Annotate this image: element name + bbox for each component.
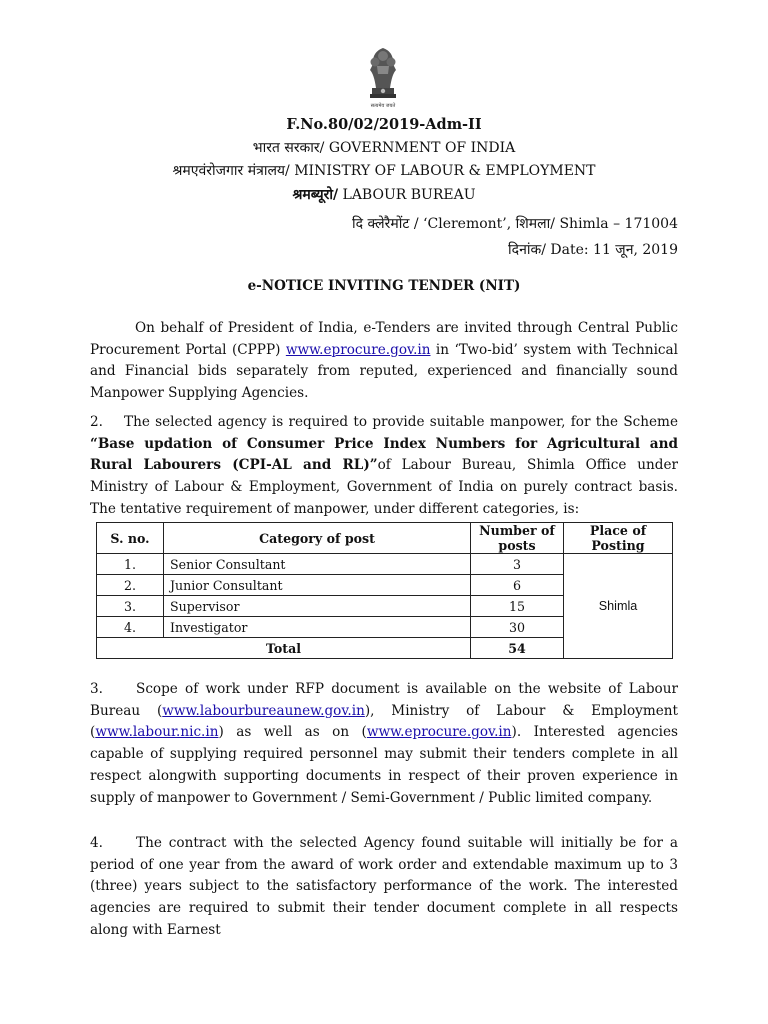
paragraph-number: 3.: [90, 681, 103, 697]
table-row: 4. Investigator 30: [97, 617, 673, 638]
paragraph-1: On behalf of President of India, e-Tenders are invited through Central Public Procurement Portal (CPPP) www.eprocure.gov.in in ‘Two-bid’ system with Technical and Financial bids separately from reputed, experienced and financially sound Manpower Supplying Agencies.: [90, 320, 678, 402]
place-of-posting: Shimla: [564, 554, 673, 659]
office-address: दि क्लेरैमोंट / ‘Cleremont’, शिमला/ Shimla – 171004: [352, 216, 678, 232]
eprocure-link[interactable]: www.eprocure.gov.in: [285, 341, 431, 358]
header-number: Number of posts: [471, 523, 564, 554]
table-row: 2. Junior Consultant 6: [97, 575, 673, 596]
bureau-english: LABOUR BUREAU: [342, 187, 476, 203]
bureau-line: [0, 185, 768, 204]
labour-nic-link[interactable]: www.labour.nic.in: [95, 724, 219, 741]
notice-date: दिनांक/ Date: 11 जून, 2019: [508, 242, 678, 258]
header-place: Place of Posting: [564, 523, 673, 554]
paragraph-number: 2.: [90, 414, 103, 430]
eprocure-link-2[interactable]: www.eprocure.gov.in: [366, 724, 512, 741]
scheme-name: “Base updation of Consumer Price Index Numbers for Agricultural and Rural Labourers (CPI-AL and RL)”: [90, 435, 678, 474]
labourbureau-link[interactable]: www.labourbureaunew.gov.in: [162, 702, 365, 719]
paragraph-4: 4. The contract with the selected Agency found suitable will initially be for a period of one year from the award of work order and extendable maximum up to 3 (three) years subject to the satisfactory performance of the work. The interested agencies are required to submit their tender document complete in all respects along with Earnest: [90, 835, 678, 938]
manpower-table: [96, 522, 673, 659]
paragraph-number: 4.: [90, 835, 103, 851]
paragraph-3: 3. Scope of work under RFP document is available on the website of Labour Bureau (www.labourbureaunew.gov.in), Ministry of Labour & Employment (www.labour.nic.in) as well as on (www.eprocure.gov.in). Interested agencies capable of supplying required personnel may submit their tenders complete in all respect alongwith supporting documents in respect of their proven experience in supply of manpower to Government / Semi-Government / Public limited company.: [90, 681, 678, 806]
ministry-line: श्रमएवंरोजगार मंत्रालय/ MINISTRY OF LABOUR & EMPLOYMENT: [172, 163, 596, 179]
file-number: F.No.80/02/2019-Adm-II: [286, 116, 482, 133]
table-row: 3. Supervisor 15: [97, 596, 673, 617]
notice-title: e-NOTICE INVITING TENDER (NIT): [247, 278, 521, 294]
bureau-hindi: श्रमब्यूरो/: [292, 187, 339, 203]
total-value: 54: [471, 638, 564, 659]
national-emblem-icon: [362, 44, 404, 112]
government-line: भारत सरकार/ GOVERNMENT OF INDIA: [252, 140, 516, 156]
header-sno: S. no.: [97, 523, 164, 554]
paragraph-2: 2. The selected agency is required to provide suitable manpower, for the Scheme “Base updation of Consumer Price Index Numbers for Agricultural and Rural Labourers (CPI-AL and RL)”of Labour Bureau, Shimla Office under Ministry of Labour & Employment, Government of India on purely contract basis. The tentative requirement of manpower, under different categories, is:: [90, 414, 678, 517]
emblem-motto: सत्यमेव जयते: [370, 103, 396, 109]
total-label: Total: [97, 638, 471, 659]
header-category: Category of post: [164, 523, 471, 554]
table-row: 1. Senior Consultant 3 Shimla: [97, 554, 673, 575]
